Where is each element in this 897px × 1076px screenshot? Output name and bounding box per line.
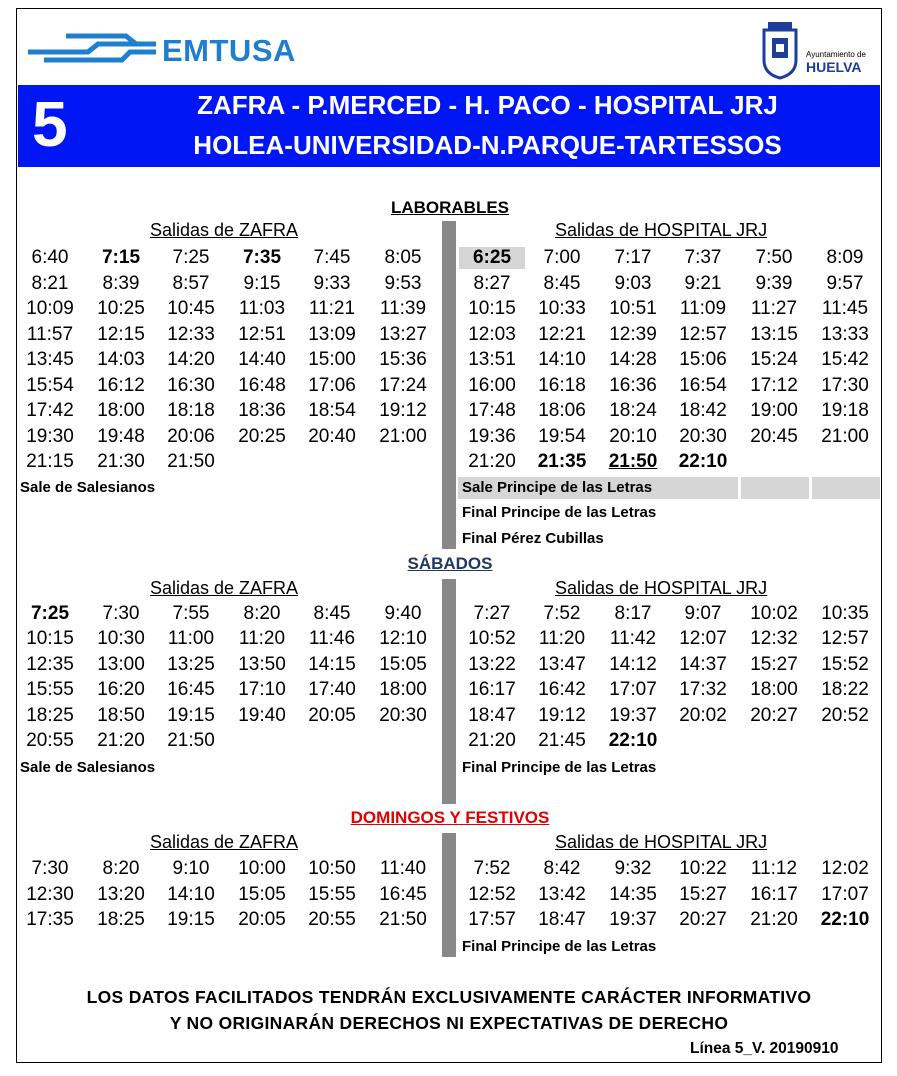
departure-time: 20:30 <box>379 704 427 726</box>
departure-time: 20:30 <box>679 425 727 447</box>
departure-time: 17:32 <box>679 679 727 701</box>
departure-time: 11:20 <box>238 628 286 650</box>
departure-time: 18:42 <box>679 400 727 421</box>
disclaimer-line-1: LOS DATOS FACILITADOS TENDRÁN EXCLUSIVAMENTE CARÁCTER INFORMATIVO <box>86 987 812 1007</box>
note-left: Sale de Salesianos <box>20 479 156 496</box>
departure-time: 16:18 <box>538 374 586 396</box>
departure-time: 7:50 <box>755 247 793 268</box>
departure-time: 14:10 <box>167 883 215 905</box>
departure-time: 14:15 <box>308 653 356 675</box>
departure-time: 9:57 <box>826 272 864 294</box>
departure-time: 12:15 <box>97 323 145 345</box>
departure-time: 13:45 <box>26 349 74 370</box>
departure-time: 18:18 <box>167 400 215 421</box>
departure-time: 15:24 <box>750 349 798 370</box>
departure-time: 14:03 <box>97 349 145 370</box>
departure-time: 13:33 <box>821 323 869 345</box>
note-right: Final Pérez Cubillas <box>462 530 604 547</box>
departure-time: 7:17 <box>614 247 652 268</box>
departure-time: 22:10 <box>608 730 658 751</box>
city-label: HUELVA <box>806 59 862 75</box>
departure-time: 20:05 <box>238 909 286 930</box>
departure-time: 16:54 <box>679 374 727 396</box>
departure-time: 8:39 <box>102 272 140 294</box>
departure-time: 20:06 <box>167 425 215 447</box>
departure-time: 22:10 <box>820 909 870 930</box>
departure-time: 15:52 <box>821 653 869 675</box>
departure-time: 15:54 <box>26 374 74 396</box>
domingos-right-title: Salidas de HOSPITAL JRJ <box>555 832 768 852</box>
departure-time: 12:57 <box>679 323 727 345</box>
note-left: Sale de Salesianos <box>20 759 156 776</box>
departure-time: 12:30 <box>26 883 74 905</box>
departure-time: 12:39 <box>609 323 657 345</box>
departure-time: 13:50 <box>238 653 286 675</box>
departure-time: 12:33 <box>167 323 215 345</box>
departure-time: 9:21 <box>684 272 722 294</box>
departure-time: 21:30 <box>97 451 145 472</box>
departure-time: 14:10 <box>538 349 586 370</box>
departure-time: 21:50 <box>167 730 215 751</box>
departure-time: 10:15 <box>468 298 516 319</box>
departure-time: 12:32 <box>750 628 798 650</box>
departure-time: 7:35 <box>242 247 282 268</box>
departure-time: 12:21 <box>538 323 586 345</box>
departure-time: 19:54 <box>538 425 586 447</box>
departure-time: 11:20 <box>538 628 586 650</box>
departure-time: 9:33 <box>313 272 351 294</box>
departure-time: 21:50 <box>608 451 658 472</box>
departure-time: 17:30 <box>821 374 869 396</box>
departure-time: 15:05 <box>379 653 427 675</box>
departure-time: 10:02 <box>750 603 798 624</box>
departure-time: 13:25 <box>167 653 215 675</box>
departure-time: 13:00 <box>97 653 145 675</box>
departure-time: 15:00 <box>308 349 356 370</box>
departure-time: 14:35 <box>609 883 657 905</box>
departure-time: 9:07 <box>684 603 722 624</box>
departure-time: 7:30 <box>102 603 140 624</box>
separator-bar <box>442 221 456 549</box>
departure-time: 18:25 <box>26 704 74 726</box>
departure-time: 16:17 <box>750 883 798 905</box>
departure-time: 21:20 <box>750 909 798 930</box>
departure-time: 18:50 <box>97 704 145 726</box>
departure-time: 8:45 <box>313 603 351 624</box>
departure-time: 16:42 <box>538 679 586 701</box>
departure-time: 15:06 <box>679 349 727 370</box>
departure-time: 15:55 <box>308 883 356 905</box>
departure-time: 19:15 <box>167 909 215 930</box>
departure-time: 7:27 <box>473 603 511 624</box>
line-number: 5 <box>32 88 68 160</box>
departure-time: 11:46 <box>308 628 356 650</box>
departure-time: 7:45 <box>313 247 351 268</box>
city-label-small: Ayuntamiento de <box>806 50 866 59</box>
departure-time: 19:12 <box>538 704 586 726</box>
brand-name: EMTUSA <box>162 33 296 68</box>
departure-time: 19:37 <box>609 909 657 930</box>
route-title-2: HOLEA-UNIVERSIDAD-N.PARQUE-TARTESSOS <box>193 130 782 160</box>
departure-time: 16:00 <box>468 374 516 396</box>
departure-time: 11:09 <box>679 298 727 319</box>
departure-time: 16:36 <box>609 374 657 396</box>
departure-time: 14:28 <box>609 349 657 370</box>
departure-time: 19:15 <box>167 704 215 726</box>
section-domingos: DOMINGOS Y FESTIVOS <box>350 808 550 827</box>
departure-time: 16:20 <box>97 679 145 701</box>
departure-time: 20:55 <box>26 730 74 751</box>
departure-time: 8:21 <box>31 272 69 294</box>
departure-time: 7:52 <box>473 858 511 879</box>
departure-time: 10:09 <box>26 298 74 319</box>
departure-time: 19:30 <box>26 425 74 447</box>
departure-time: 11:21 <box>308 298 356 319</box>
departure-time: 7:55 <box>172 603 210 624</box>
departure-time: 14:20 <box>167 349 215 370</box>
departure-time: 19:40 <box>238 704 286 726</box>
departure-time: 8:45 <box>543 272 581 294</box>
sabados-right-title: Salidas de HOSPITAL JRJ <box>555 578 768 598</box>
departure-time: 17:42 <box>26 400 74 421</box>
departure-time: 12:02 <box>821 858 869 879</box>
departure-time: 11:12 <box>750 858 798 879</box>
departure-time: 7:25 <box>30 603 70 624</box>
departure-time: 10:33 <box>538 298 586 319</box>
departure-time: 10:50 <box>308 858 356 879</box>
departure-time: 19:37 <box>609 704 657 726</box>
departure-time: 15:27 <box>750 653 798 675</box>
departure-time: 17:57 <box>468 909 516 930</box>
laborables-left-title: Salidas de ZAFRA <box>150 220 299 240</box>
departure-time: 20:10 <box>609 425 657 447</box>
departure-time: 7:25 <box>172 247 210 268</box>
domingos-left-title: Salidas de ZAFRA <box>150 832 299 852</box>
departure-time: 9:40 <box>384 603 422 624</box>
departure-time: 10:00 <box>238 858 286 879</box>
departure-time: 9:32 <box>614 858 652 879</box>
departure-time: 20:05 <box>308 704 356 726</box>
departure-time: 8:17 <box>614 603 652 624</box>
departure-time: 20:45 <box>750 425 798 447</box>
departure-time: 18:54 <box>308 400 356 421</box>
departure-time: 11:03 <box>238 298 286 319</box>
laborables-right-title: Salidas de HOSPITAL JRJ <box>555 220 768 240</box>
departure-time: 16:45 <box>167 679 215 701</box>
route-title-1: ZAFRA - P.MERCED - H. PACO - HOSPITAL JRJ <box>197 90 778 120</box>
departure-time: 18:47 <box>468 704 516 726</box>
departure-time: 12:10 <box>379 628 427 650</box>
note-right: Final Principe de las Letras <box>462 504 657 521</box>
departure-time: 15:42 <box>821 349 869 370</box>
disclaimer-line-2: Y NO ORIGINARÁN DERECHOS NI EXPECTATIVAS DE DERECHO <box>169 1013 729 1033</box>
departure-time: 12:07 <box>679 628 727 650</box>
departure-time: 8:09 <box>826 247 864 268</box>
departure-time: 17:12 <box>750 374 798 396</box>
departure-time: 12:35 <box>26 653 74 675</box>
departure-time: 18:00 <box>750 679 798 701</box>
departure-time: 12:52 <box>468 883 516 905</box>
departure-time: 12:51 <box>238 323 286 345</box>
departure-time: 16:12 <box>97 374 145 396</box>
departure-time: 16:48 <box>238 374 286 396</box>
departure-time: 11:40 <box>379 858 427 879</box>
departure-time: 8:27 <box>473 272 511 294</box>
departure-time: 7:15 <box>101 247 141 268</box>
departure-time: 18:22 <box>821 679 869 701</box>
departure-time: 8:20 <box>102 858 140 879</box>
departure-time: 12:57 <box>821 628 869 650</box>
departure-time: 21:45 <box>538 730 586 751</box>
departure-time: 11:45 <box>821 298 869 319</box>
departure-time: 21:35 <box>537 451 587 472</box>
departure-time: 20:40 <box>308 425 356 447</box>
departure-time: 20:27 <box>750 704 798 726</box>
departure-time: 20:02 <box>679 704 727 726</box>
departure-time: 7:00 <box>543 247 581 268</box>
departure-time: 18:00 <box>97 400 145 421</box>
section-laborables: LABORABLES <box>390 198 510 217</box>
departure-time: 13:42 <box>538 883 586 905</box>
departure-time: 20:55 <box>308 909 356 930</box>
section-sabados: SÁBADOS <box>407 554 493 573</box>
departure-time: 20:52 <box>821 704 869 726</box>
departure-time: 10:30 <box>97 628 145 650</box>
huelva-crest-icon <box>758 20 802 80</box>
departure-time: 9:53 <box>384 272 422 294</box>
departure-time: 19:00 <box>750 400 798 421</box>
note-highlight <box>812 477 880 499</box>
departure-time: 21:00 <box>821 425 869 447</box>
departure-time: 14:37 <box>679 653 727 675</box>
departure-time: 19:18 <box>821 400 869 421</box>
departure-time: 17:48 <box>468 400 516 421</box>
departure-time: 19:48 <box>97 425 145 447</box>
departure-time: 16:17 <box>468 679 516 701</box>
departure-time: 17:10 <box>238 679 286 701</box>
departure-time: 8:20 <box>243 603 281 624</box>
departure-time: 18:00 <box>379 679 427 701</box>
note-right: Sale Principe de las Letras <box>462 479 653 496</box>
departure-time: 15:05 <box>238 883 286 905</box>
departure-time: 13:27 <box>379 323 427 345</box>
departure-time: 17:40 <box>308 679 356 701</box>
departure-time: 21:50 <box>379 909 427 930</box>
departure-time: 7:52 <box>543 603 581 624</box>
departure-time: 8:57 <box>172 272 210 294</box>
departure-time: 13:20 <box>97 883 145 905</box>
departure-time: 21:50 <box>167 451 215 472</box>
departure-time: 6:40 <box>31 247 69 268</box>
departure-time: 10:35 <box>821 603 869 624</box>
departure-time: 7:37 <box>684 247 722 268</box>
departure-time: 21:15 <box>26 451 74 472</box>
departure-time: 21:20 <box>97 730 145 751</box>
departure-time: 13:51 <box>468 349 516 370</box>
departure-time: 13:47 <box>538 653 586 675</box>
departure-time: 18:24 <box>609 400 657 421</box>
departure-time: 10:45 <box>167 298 215 319</box>
departure-time: 11:27 <box>750 298 798 319</box>
departure-time: 12:03 <box>468 323 516 345</box>
departure-time: 9:03 <box>614 272 652 294</box>
departure-time: 15:36 <box>379 349 427 370</box>
departure-time: 18:36 <box>238 400 286 421</box>
departure-time: 10:22 <box>679 858 727 879</box>
departure-time: 13:22 <box>468 653 516 675</box>
departure-time: 8:42 <box>543 858 581 879</box>
departure-time: 20:27 <box>679 909 727 930</box>
departure-time: 22:10 <box>678 451 728 472</box>
departure-time: 11:39 <box>379 298 427 319</box>
departure-time: 21:20 <box>468 451 516 472</box>
departure-time: 10:25 <box>97 298 145 319</box>
departure-time: 8:05 <box>384 247 422 268</box>
departure-time: 19:36 <box>468 425 516 447</box>
departure-time: 9:39 <box>755 272 793 294</box>
departure-time: 6:25 <box>459 247 525 269</box>
departure-time: 21:20 <box>468 730 516 751</box>
departure-time: 16:45 <box>379 883 427 905</box>
departure-time: 18:25 <box>97 909 145 930</box>
departure-time: 15:55 <box>26 679 74 701</box>
departure-time: 11:57 <box>26 323 74 345</box>
departure-time: 10:15 <box>26 628 74 650</box>
departure-time: 15:27 <box>679 883 727 905</box>
departure-time: 17:07 <box>609 679 657 701</box>
departure-time: 13:15 <box>750 323 798 345</box>
departure-time: 19:12 <box>379 400 427 421</box>
version-label: Línea 5_V. 20190910 <box>690 1040 839 1057</box>
sabados-left-title: Salidas de ZAFRA <box>150 578 299 598</box>
departure-time: 11:00 <box>167 628 215 650</box>
departure-time: 16:30 <box>167 374 215 396</box>
note-right: Final Principe de las Letras <box>462 938 657 955</box>
note-highlight <box>741 477 809 499</box>
departure-time: 17:06 <box>308 374 356 396</box>
departure-time: 17:24 <box>379 374 427 396</box>
departure-time: 10:51 <box>609 298 657 319</box>
departure-time: 7:30 <box>31 858 69 879</box>
departure-time: 9:10 <box>172 858 210 879</box>
departure-time: 17:07 <box>821 883 869 905</box>
departure-time: 14:40 <box>238 349 286 370</box>
departure-time: 21:00 <box>379 425 427 447</box>
departure-time: 11:42 <box>609 628 657 650</box>
departure-time: 18:47 <box>538 909 586 930</box>
departure-time: 20:25 <box>238 425 286 447</box>
separator-bar <box>442 833 456 957</box>
departure-time: 13:09 <box>308 323 356 345</box>
departure-time: 10:52 <box>468 628 516 650</box>
note-right: Final Principe de las Letras <box>462 759 657 776</box>
departure-time: 17:35 <box>26 909 74 930</box>
departure-time: 18:06 <box>538 400 586 421</box>
emtusa-logo-icon <box>26 30 158 70</box>
separator-bar <box>442 579 456 804</box>
departure-time: 14:12 <box>609 653 657 675</box>
departure-time: 9:15 <box>243 272 281 294</box>
